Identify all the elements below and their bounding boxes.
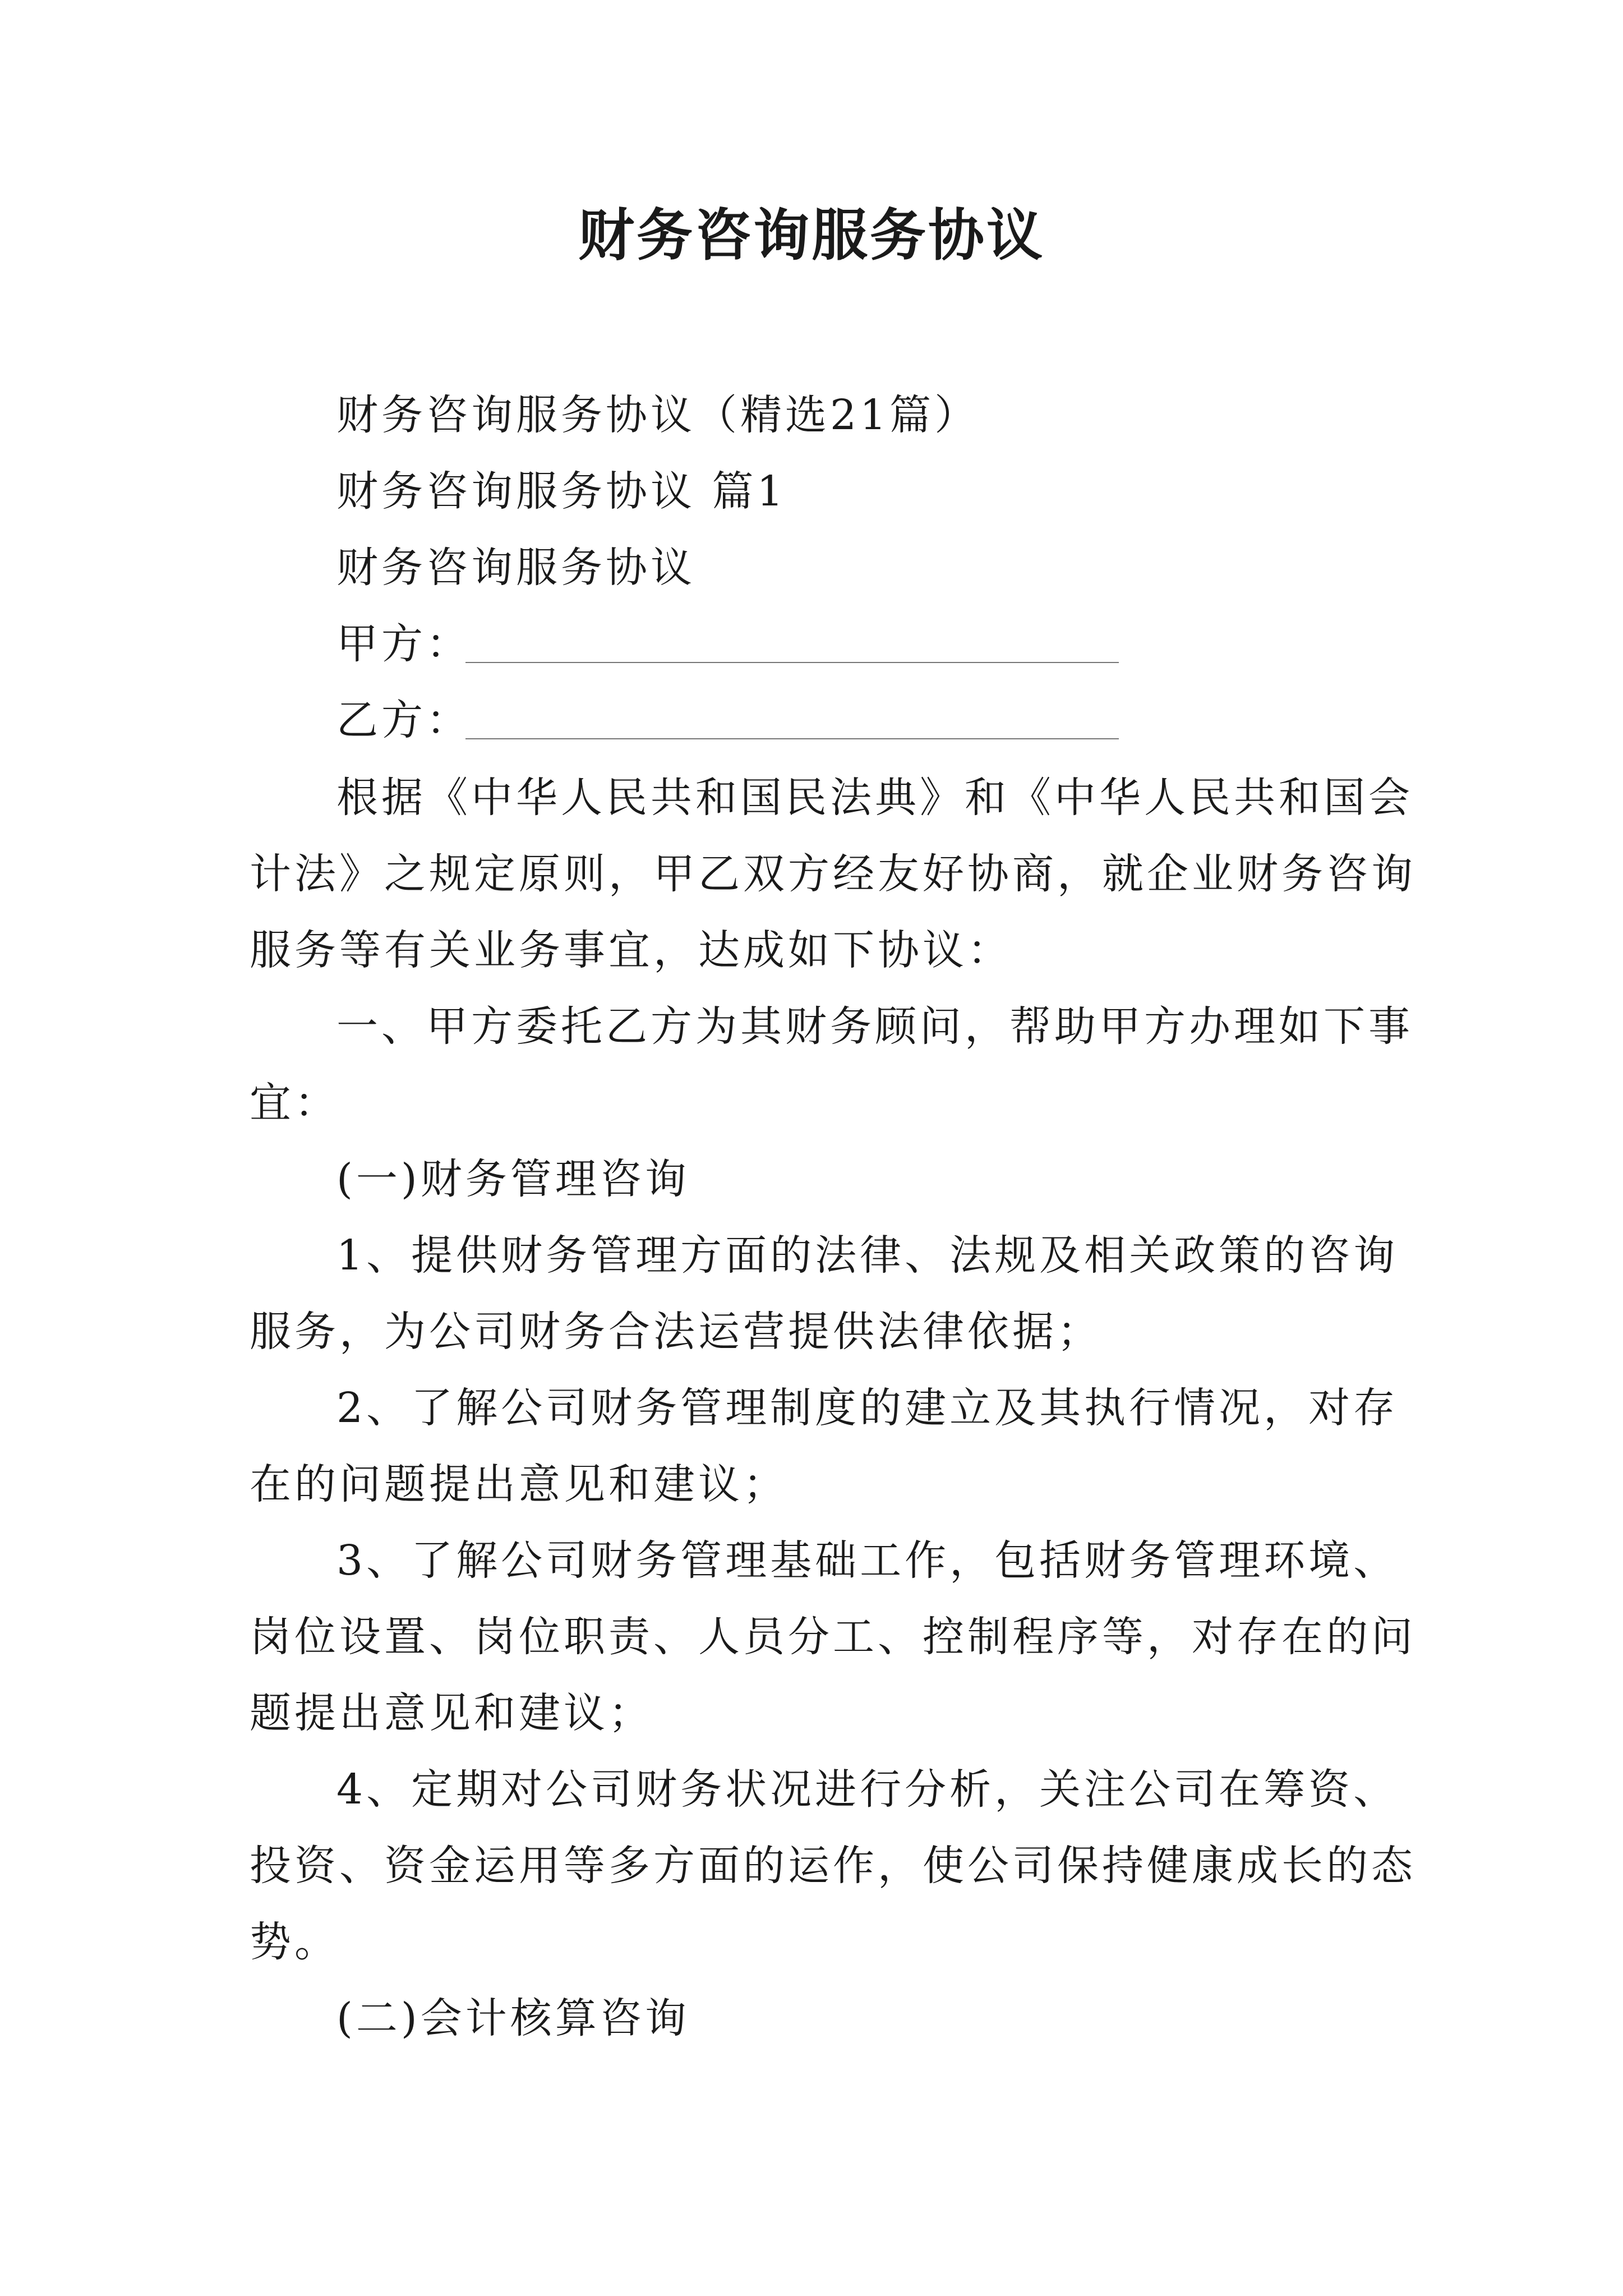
- paragraph-line: 势。: [250, 1918, 339, 1966]
- paragraph-line: 根据《中华人民共和国民法典》和《中华人民共和国会: [336, 774, 1413, 822]
- paragraph-line: 在的问题提出意见和建议；: [250, 1460, 788, 1508]
- document-title: 财务咨询服务协议: [578, 203, 1045, 268]
- paragraph-line: 服务等有关业务事宜，达成如下协议：: [250, 926, 1012, 974]
- paragraph-line: 宜：: [250, 1079, 339, 1127]
- party-b-label: 乙方：: [336, 696, 471, 744]
- paragraph-line: 2、了解公司财务管理制度的建立及其执行情况，对存: [336, 1384, 1399, 1432]
- party-a-label: 甲方：: [336, 620, 471, 668]
- paragraph-line: 一、甲方委托乙方为其财务顾问，帮助甲方办理如下事: [336, 1002, 1413, 1051]
- subtitle-line: 财务咨询服务协议（精选21篇）: [336, 391, 980, 439]
- section-heading: 财务咨询服务协议 篇1: [336, 467, 787, 516]
- paragraph-line: 投资、资金运用等多方面的运作，使公司保持健康成长的态: [250, 1842, 1416, 1890]
- agreement-heading: 财务咨询服务协议: [336, 544, 695, 592]
- paragraph-line: 3、了解公司财务管理基础工作，包括财务管理环境、: [336, 1536, 1399, 1585]
- paragraph-line: 计法》之规定原则，甲乙双方经友好协商，就企业财务咨询: [250, 850, 1416, 898]
- paragraph-line: 服务，为公司财务合法运营提供法律依据；: [250, 1308, 1102, 1356]
- paragraph-line: 岗位设置、岗位职责、人员分工、控制程序等，对存在的问: [250, 1613, 1416, 1661]
- paragraph-line: 1、提供财务管理方面的法律、法规及相关政策的咨询: [336, 1231, 1399, 1280]
- subsection-heading: (一)财务管理咨询: [336, 1155, 690, 1203]
- party-b-blank[interactable]: [465, 738, 1119, 739]
- party-a-blank[interactable]: [465, 662, 1119, 663]
- paragraph-line: 4、定期对公司财务状况进行分析，关注公司在筹资、: [336, 1765, 1399, 1814]
- subsection-heading: (二)会计核算咨询: [336, 1994, 690, 2042]
- paragraph-line: 题提出意见和建议；: [250, 1689, 653, 1737]
